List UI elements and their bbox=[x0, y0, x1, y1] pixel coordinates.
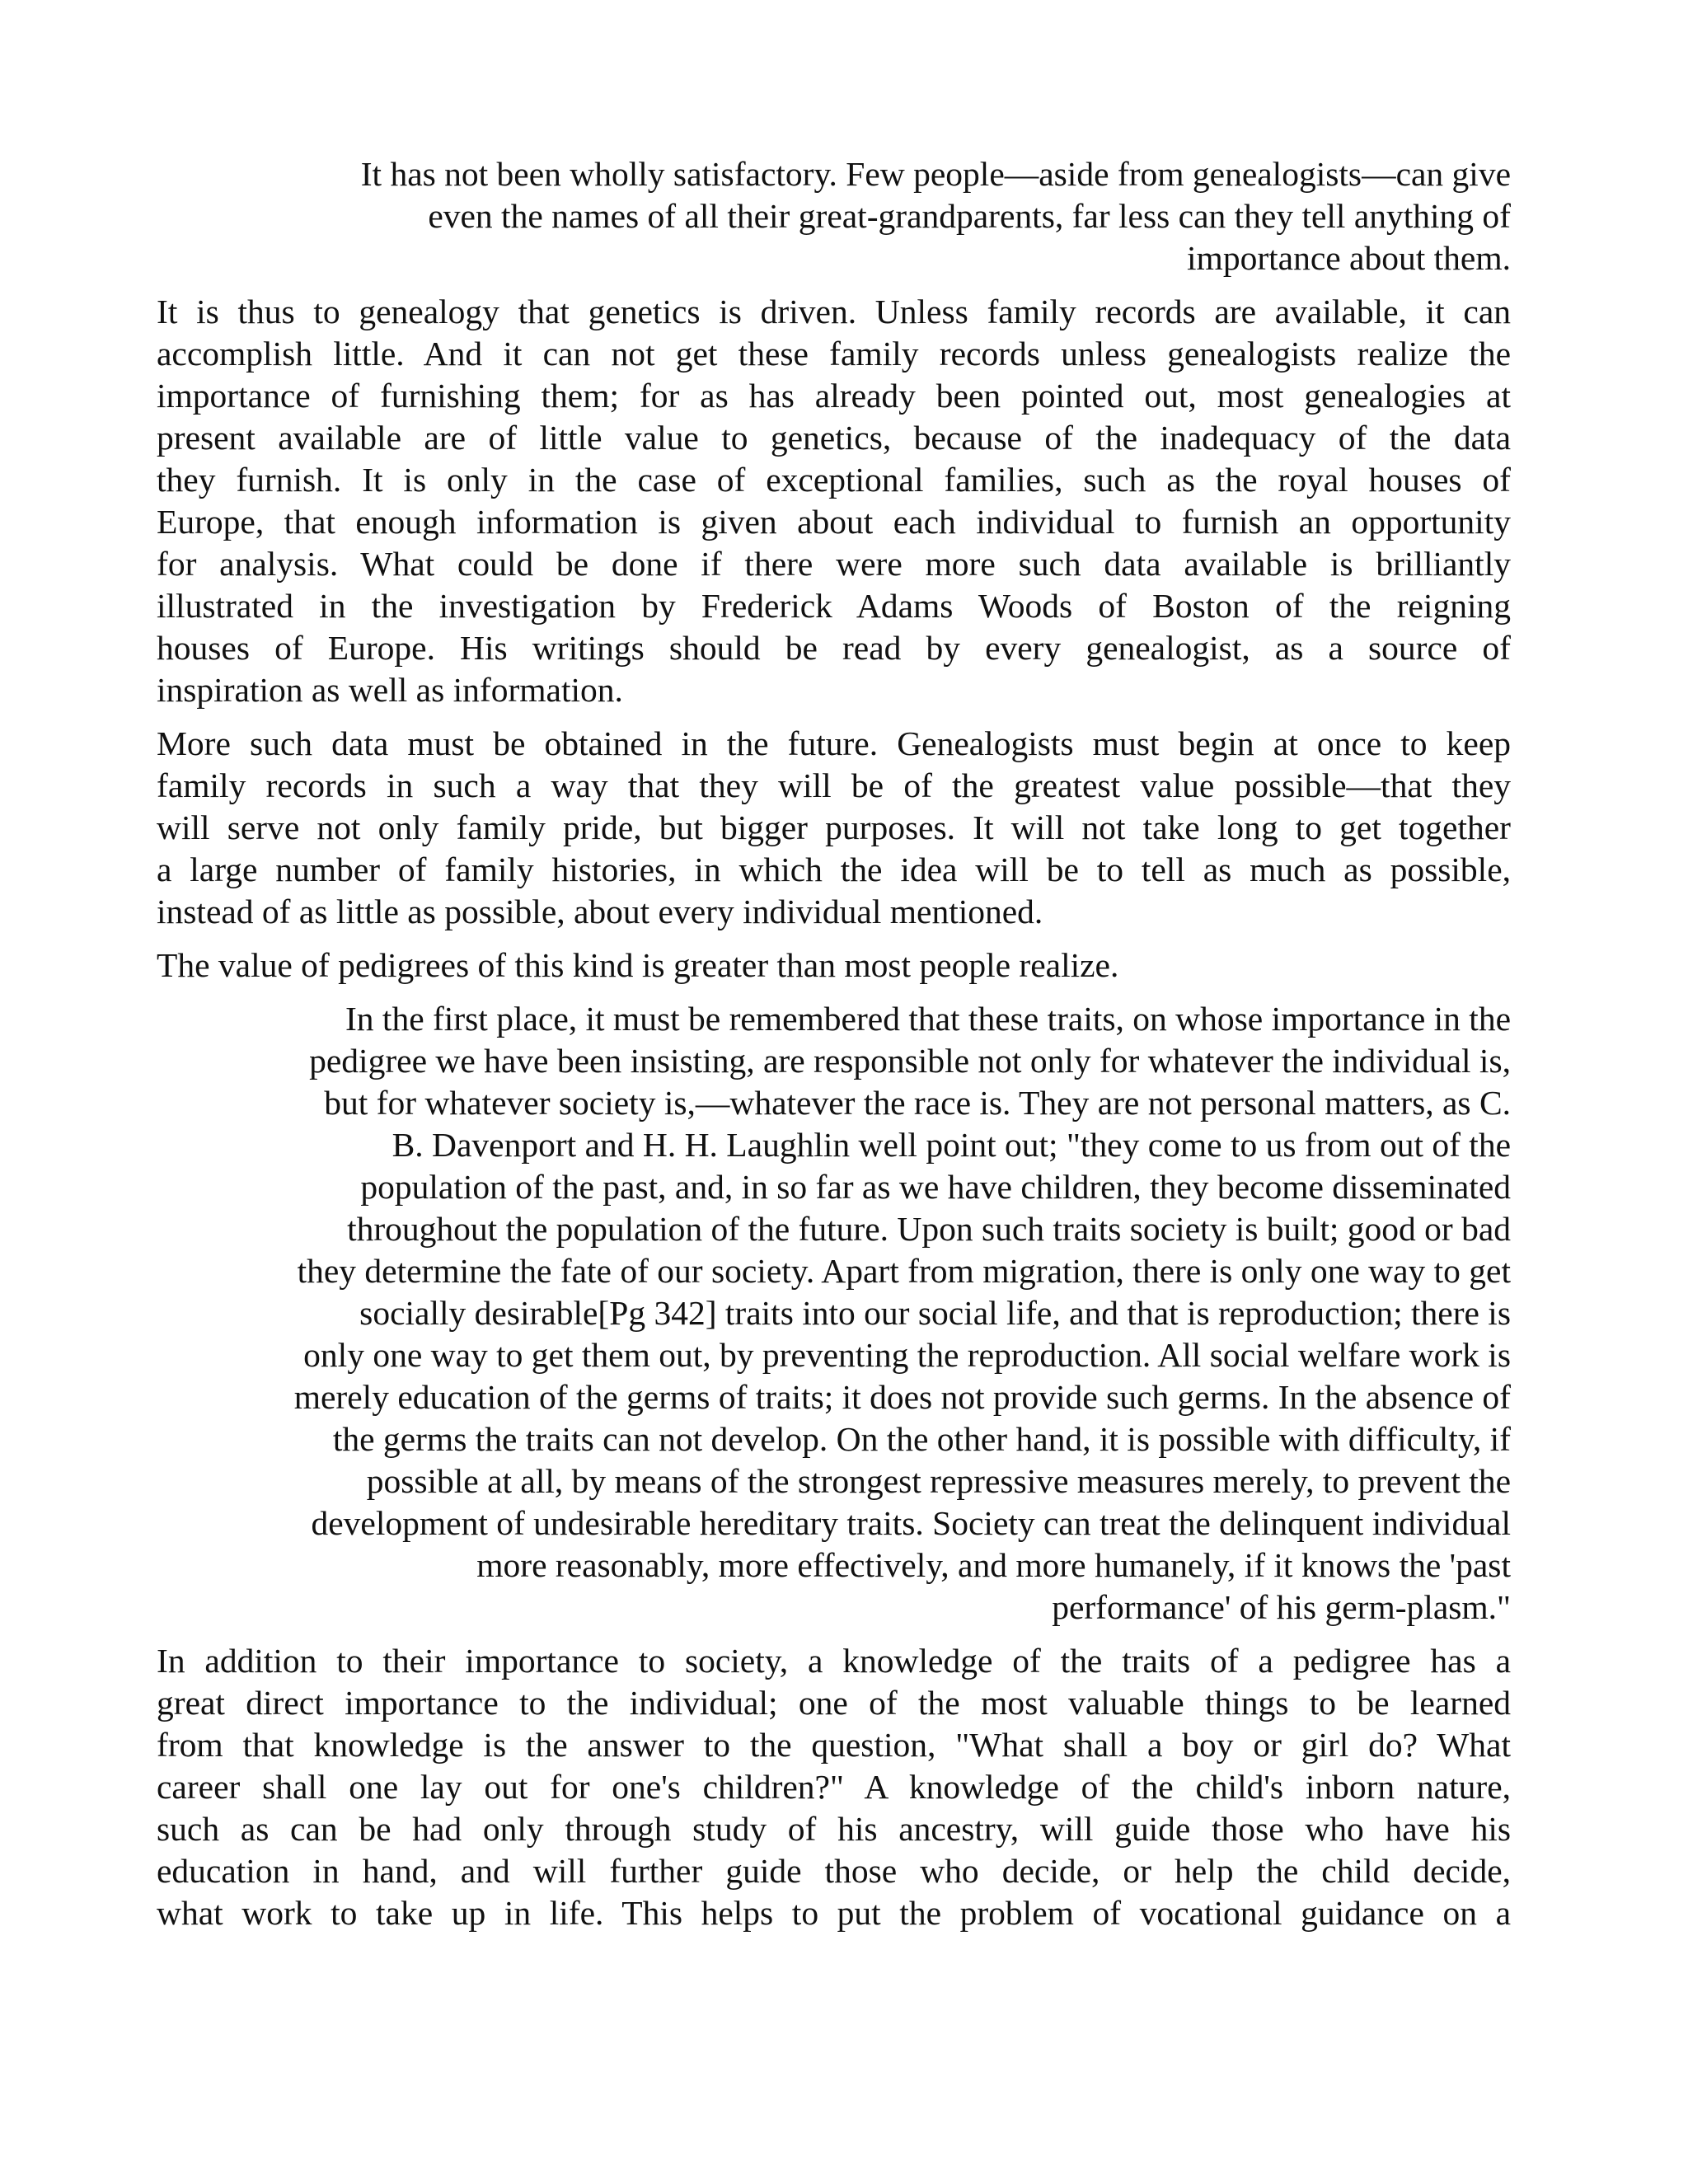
text-line: family records in such a way that they will be of the greatest value possible—that they bbox=[157, 766, 1511, 804]
text-line: Europe, that enough information is given about each individual to furnish an opportunity bbox=[157, 503, 1511, 541]
text-line: performance' of his germ-plasm." bbox=[1052, 1588, 1511, 1626]
text-line: population of the past, and, in so far as we have children, they become disseminated bbox=[360, 1168, 1511, 1206]
text-line: inspiration as well as information. bbox=[157, 671, 623, 709]
text-line: even the names of all their great-grandparents, far less can they tell anything of bbox=[428, 197, 1511, 235]
text-line: In addition to their importance to society, a knowledge of the traits of a pedigree has a bbox=[157, 1642, 1511, 1680]
text-line: throughout the population of the future. Upon such traits society is built; good or bad bbox=[347, 1210, 1511, 1248]
paragraph-more-data bbox=[157, 723, 1511, 933]
text-line: It is thus to genealogy that genetics is driven. Unless family records are available, it can bbox=[157, 293, 1511, 330]
text-line: will serve not only family pride, but bigger purposes. It will not take long to get together bbox=[157, 808, 1511, 846]
text-line: pedigree we have been insisting, are responsible not only for whatever the individual is, bbox=[309, 1042, 1511, 1080]
text-line: More such data must be obtained in the future. Genealogists must begin at once to keep bbox=[157, 724, 1511, 762]
block-quote-davenport-laughlin bbox=[157, 998, 1511, 1629]
text-line: they determine the fate of our society. Apart from migration, there is only one way to get bbox=[297, 1252, 1511, 1290]
text-line: the germs the traits can not develop. On the other hand, it is possible with difficulty, if bbox=[332, 1420, 1511, 1458]
text-line: It has not been wholly satisfactory. Few people—aside from genealogists—can give bbox=[360, 155, 1511, 193]
text-line: accomplish little. And it can not get these family records unless genealogists realize the bbox=[157, 335, 1511, 373]
text-line: such as can be had only through study of his ancestry, will guide those who have his bbox=[157, 1810, 1511, 1848]
text-line: illustrated in the investigation by Frederick Adams Woods of Boston of the reigning bbox=[157, 587, 1511, 625]
text-line: importance of furnishing them; for as has already been pointed out, most genealogies at bbox=[157, 377, 1511, 415]
text-line: socially desirable[Pg 342] traits into our social life, and that is reproduction; there is bbox=[359, 1294, 1511, 1332]
text-line: but for whatever society is,—whatever the race is. They are not personal matters, as C. bbox=[324, 1084, 1511, 1122]
text-line: importance about them. bbox=[1187, 239, 1511, 277]
text-line: instead of as little as possible, about every individual mentioned. bbox=[157, 893, 1043, 930]
text-line: only one way to get them out, by preventing the reproduction. All social welfare work is bbox=[303, 1336, 1511, 1374]
block-quote-genealogists bbox=[157, 153, 1511, 279]
text-line: possible at all, by means of the strongest repressive measures merely, to prevent the bbox=[366, 1462, 1511, 1500]
text-line: from that knowledge is the answer to the question, "What shall a boy or girl do? What bbox=[157, 1726, 1511, 1764]
text-line: a large number of family histories, in which the idea will be to tell as much as possible, bbox=[157, 851, 1511, 888]
document-page bbox=[157, 153, 1511, 1946]
text-line: for analysis. What could be done if there were more such data available is brilliantly bbox=[157, 545, 1511, 583]
paragraph-genealogy-genetics bbox=[157, 291, 1511, 711]
text-line: what work to take up in life. This helps to put the problem of vocational guidance on a bbox=[157, 1894, 1511, 1932]
text-line: career shall one lay out for one's children?" A knowledge of the child's inborn nature, bbox=[157, 1768, 1511, 1806]
paragraph-importance-to-individual bbox=[157, 1640, 1511, 1934]
text-line: development of undesirable hereditary traits. Society can treat the delinquent individual bbox=[311, 1504, 1511, 1542]
text-line: education in hand, and will further guide those who decide, or help the child decide, bbox=[157, 1852, 1511, 1890]
text-line: present available are of little value to genetics, because of the inadequacy of the data bbox=[157, 419, 1511, 457]
text-line: great direct importance to the individual; one of the most valuable things to be learned bbox=[157, 1684, 1511, 1722]
text-line: merely education of the germs of traits; it does not provide such germs. In the absence of bbox=[293, 1378, 1511, 1416]
text-line: they furnish. It is only in the case of exceptional families, such as the royal houses of bbox=[157, 461, 1511, 499]
text-line: houses of Europe. His writings should be read by every genealogist, as a source of bbox=[157, 629, 1511, 667]
text-line: more reasonably, more effectively, and more humanely, if it knows the 'past bbox=[476, 1546, 1511, 1584]
text-line: B. Davenport and H. H. Laughlin well point out; "they come to us from out of the bbox=[392, 1126, 1511, 1164]
paragraph-value-of-pedigrees: The value of pedigrees of this kind is greater than most people realize. bbox=[157, 946, 1119, 984]
text-line: In the first place, it must be remembered that these traits, on whose importance in the bbox=[345, 1000, 1511, 1038]
